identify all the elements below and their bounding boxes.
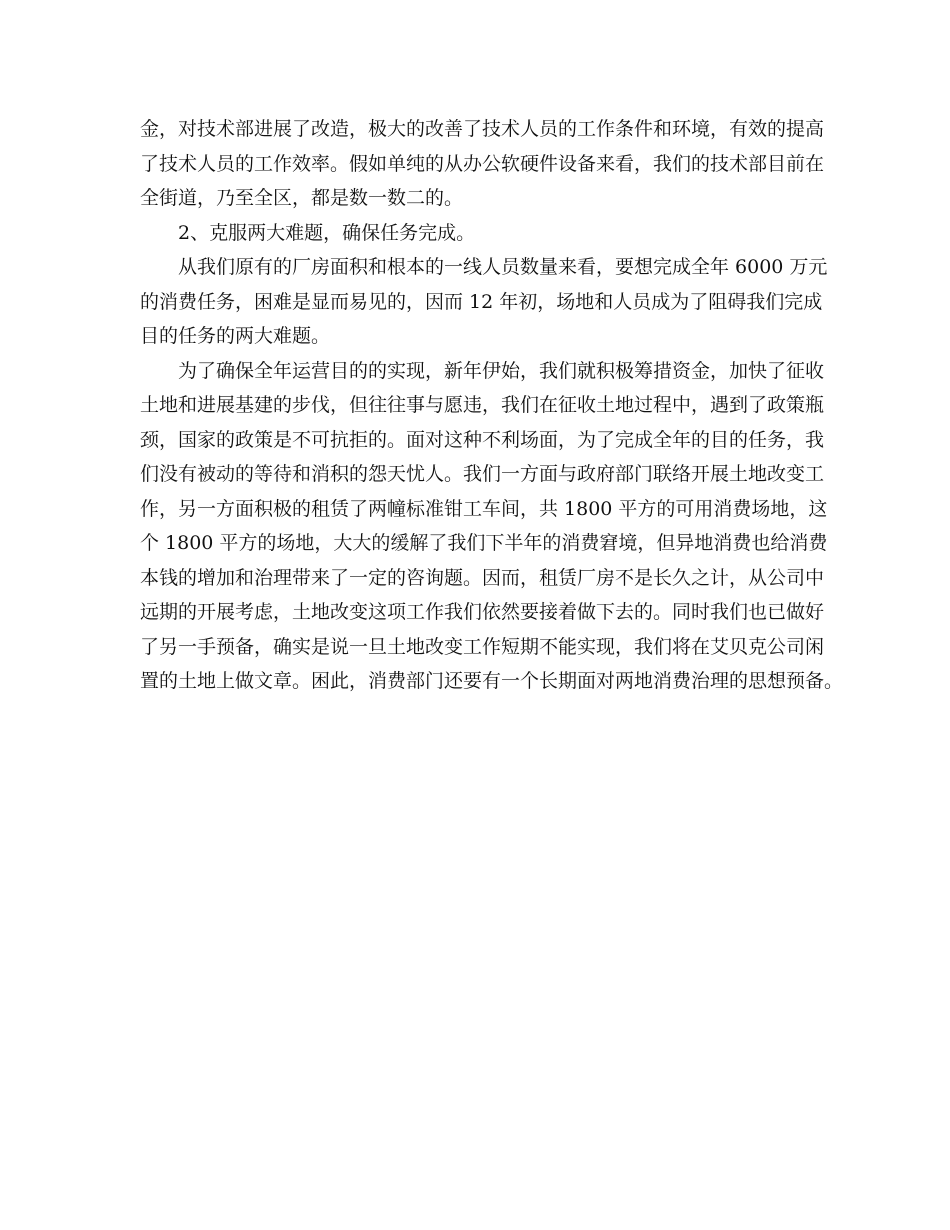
text-line: 目的任务的两大难题。 — [140, 325, 331, 347]
text-line: 作，另一方面积极的租赁了两幢标准钳工车间，共 1800 平方的可用消费场地，这 — [140, 497, 828, 520]
text-line: 土地和进展基建的步伐，但往往事与愿违，我们在征收土地过程中，遇到了政策瓶 — [140, 394, 825, 416]
text-line: 置的土地上做文章。困此，消费部门还要有一个长期面对两地消费治理的思想预备。 — [140, 670, 844, 692]
text-line: 为了确保全年运营目的的实现，新年伊始，我们就积极筹措资金，加快了征收 — [178, 359, 825, 382]
text-line: 从我们原有的厂房面积和根本的一线人员数量来看，要想完成全年 6000 万元 — [178, 256, 828, 278]
text-line: 个 1800 平方的场地，大大的缓解了我们下半年的消费窘境，但异地消费也给消费 — [140, 532, 828, 554]
body-text — [140, 112, 844, 699]
text-line: 了另一手预备，确实是说一旦土地改变工作短期不能实现，我们将在艾贝克公司闲 — [140, 635, 825, 658]
text-line: 颈，国家的政策是不可抗拒的。面对这种不利场面，为了完成全年的目的任务，我 — [140, 428, 825, 451]
text-line: 远期的开展考虑，土地改变这项工作我们依然要接着做下去的。同时我们也已做好 — [140, 601, 825, 623]
text-line: 本钱的增加和治理带来了一定的咨询题。因而，租赁厂房不是长久之计，从公司中 — [140, 566, 825, 589]
text-line: 的消费任务，困难是显而易见的，因而 12 年初，场地和人员成为了阻碍我们完成 — [140, 290, 823, 313]
text-line: 全街道，乃至全区，都是数一数二的。 — [140, 187, 464, 209]
text-line: 金，对技术部进展了改造，极大的改善了技术人员的工作条件和环境，有效的提高 — [140, 118, 825, 140]
text-line: 们没有被动的等待和消积的怨天忧人。我们一方面与政府部门联络开展土地改变工 — [140, 463, 825, 485]
section-heading: 2、克服两大难题，确保任务完成。 — [178, 221, 476, 244]
text-line: 了技术人员的工作效率。假如单纯的从办公软硬件设备来看，我们的技术部目前在 — [140, 152, 825, 175]
